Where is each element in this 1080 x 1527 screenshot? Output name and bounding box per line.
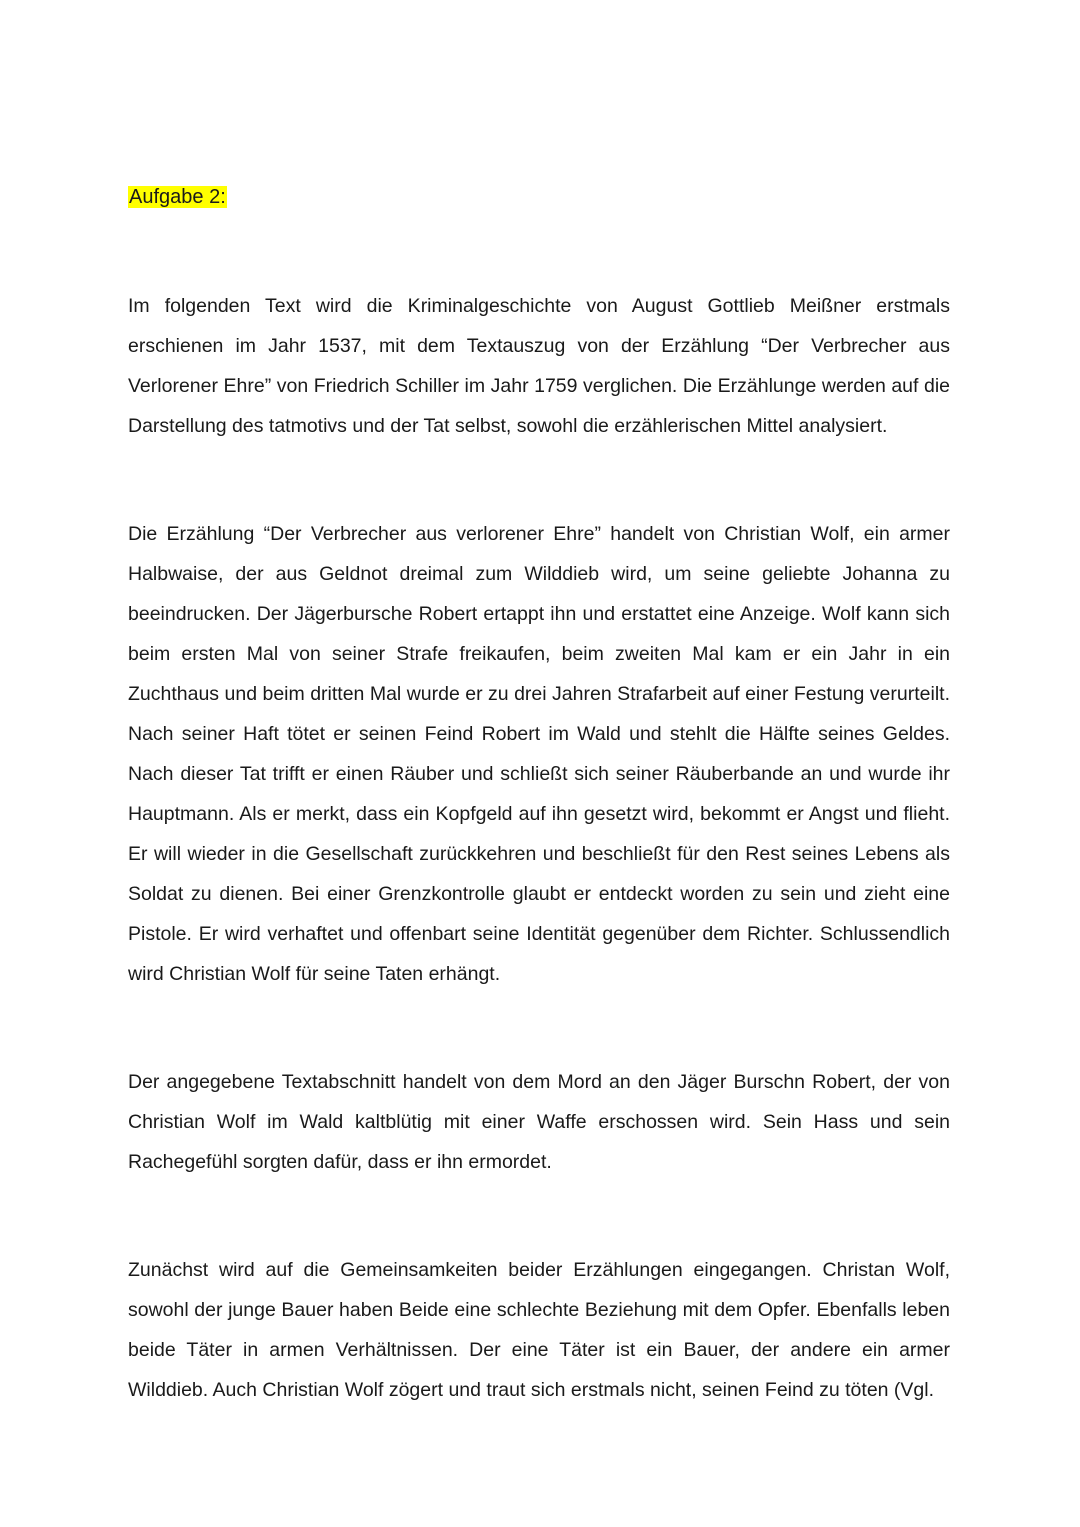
paragraph-excerpt: Der angegebene Textabschnitt handelt von dem Mord an den Jäger Burschn Robert, der von Christian Wolf im Wald kaltblütig mit einer Waffe erschossen wird. Sein Hass und sein Rachegefühl sorgten dafür, dass er ihn ermordet. (128, 1071, 950, 1173)
paragraph-summary: Die Erzählung “Der Verbrecher aus verlorener Ehre” handelt von Christian Wolf, ein armer Halbwaise, der aus Geldnot dreimal zum Wilddieb wird, um seine geliebte Johanna zu beeindrucken. Der Jägerbursche Robert ertappt ihn und erstattet eine Anzeige. Wolf kann sich beim ersten Mal von seiner Strafe freikaufen, beim zweiten Mal kam er ein Jahr in ein Zuchthaus und beim dritten Mal wurde er zu drei Jahren Strafarbeit auf einer Festung verurteilt. Nach seiner Haft tötet er seinen Feind Robert im Wald und stehlt die Hälfte seines Geldes. Nach dieser Tat trifft er einen Räuber und schließt sich seiner Räuberbande an und wurde ihr Hauptmann. Als er merkt, dass ein Kopfgeld auf ihn gesetzt wird, bekommt er Angst und flieht. Er will wieder in die Gesellschaft zurückkehren und beschließt für den Rest seines Lebens als Soldat zu dienen. Bei einer Grenzkontrolle glaubt er entdeckt worden zu sein und zieht eine Pistole. Er wird verhaftet und offenbart seine Identität gegenüber dem Richter. Schlussendlich wird Christian Wolf für seine Taten erhängt. (128, 523, 950, 985)
task-heading-highlight: Aufgabe 2: (129, 186, 226, 208)
task-heading (128, 183, 227, 211)
paragraph-introduction: Im folgenden Text wird die Kriminalgeschichte von August Gottlieb Meißner erstmals erschienen im Jahr 1537, mit dem Textauszug von der Erzählung “Der Verbrecher aus Verlorener Ehre” von Friedrich Schiller im Jahr 1759 verglichen. Die Erzählunge werden auf die Darstellung des tatmotivs und der Tat selbst, sowohl die erzählerischen Mittel analysiert. (128, 295, 950, 437)
paragraph-comparison: Zunächst wird auf die Gemeinsamkeiten beider Erzählungen eingegangen. Christan Wolf, sowohl der junge Bauer haben Beide eine schlechte Beziehung mit dem Opfer. Ebenfalls leben beide Täter in armen Verhältnissen. Der eine Täter ist ein Bauer, der andere ein armer Wilddieb. Auch Christian Wolf zögert und traut sich erstmals nicht, seinen Feind zu töten (Vgl. (128, 1259, 950, 1401)
